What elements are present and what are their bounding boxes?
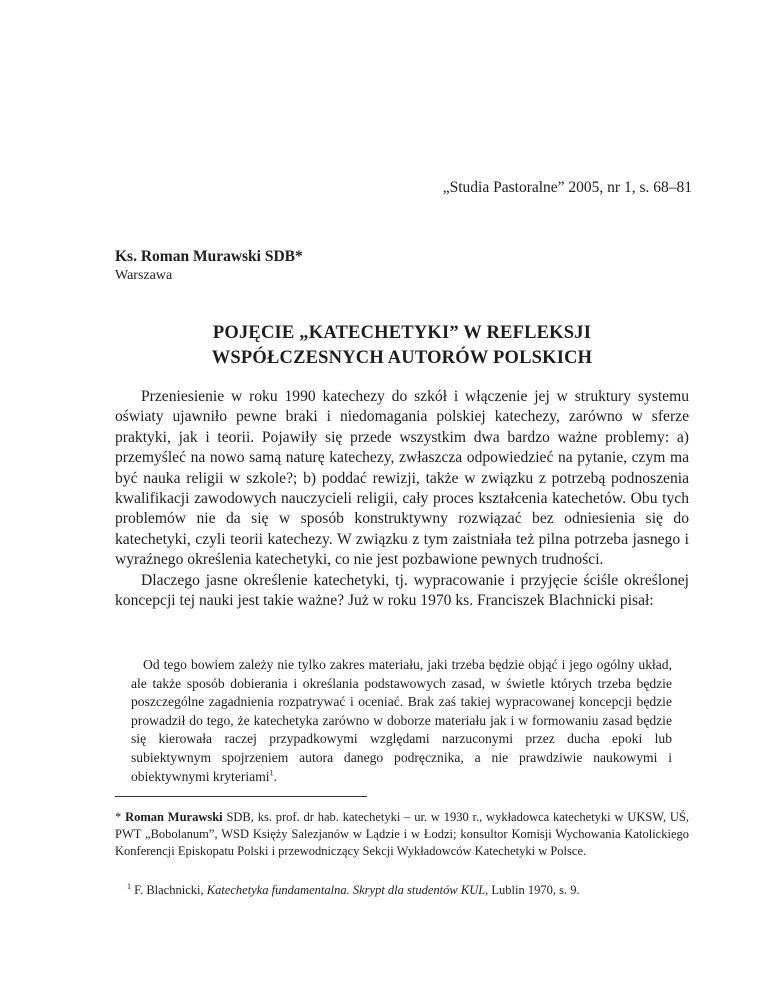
author-block: [115, 247, 303, 285]
article-title: [115, 321, 689, 371]
footnote-reference-1: [115, 882, 689, 899]
article-body: [115, 387, 689, 611]
author-city: Warszawa: [115, 268, 173, 283]
block-quote: [131, 656, 672, 786]
body-paragraph-2: Dlaczego jasne określenie katechetyki, tj. wypracowanie i przyjęcie ściśle określonej koncepcji tej nauki jest takie ważne? Już w roku 1970 ks. Franciszek Blachnicki pisał:: [115, 571, 689, 610]
footnote-ref-rest: Lublin 1970, s. 9.: [488, 883, 580, 897]
quote-end: .: [273, 768, 277, 784]
footnote-ref-author: F. Blachnicki,: [131, 883, 207, 897]
title-line-2: WSPÓŁCZESNYCH AUTORÓW POLSKICH: [211, 348, 593, 368]
footnote-author: [115, 809, 689, 860]
journal-reference: „Studia Pastoralne” 2005, nr 1, s. 68–81: [442, 179, 692, 196]
author-name: Ks. Roman Murawski SDB*: [115, 248, 303, 265]
footnote-ref-marker: 1: [127, 881, 131, 891]
quote-footnote-marker: 1: [269, 768, 274, 778]
footnote-author-name: Roman Murawski: [125, 810, 223, 824]
footnote-author-text: SDB, ks. prof. dr hab. katechetyki – ur. w 1930 r., wykładowca katechetyki w UKSW, UŚ, PWT „Bobolanum”, WSD Księży Salezjanów w Lądzie i w Łodzi; konsultor Komisji Wychowania Katolickiego Konferencji Episkopatu Polski i przewodniczący Sekcji Wykładowców Katechetyki w Polsce.: [115, 810, 689, 858]
footnote-ref-title: Katechetyka fundamentalna. Skrypt dla studentów KUL,: [206, 883, 489, 897]
footnote-author-marker: *: [115, 810, 126, 824]
title-line-1: POJĘCIE „KATECHETYKI” W REFLEKSJI: [212, 323, 592, 343]
footnote-separator: [115, 796, 367, 797]
quote-text: Od tego bowiem zależy nie tylko zakres materiału, jaki trzeba będzie objąć i jego ogólny układ, ale także sposób dobierania i określania podstawowych zasad, w świetle których trzeba będzie poszczególne zagadnienia rozpatrywać i oceniać. Brak zaś takiej wypracowanej koncepcji będzie prowadził do tego, że katechetyka zarówno w doborze materiału jak i w formowaniu zasad będzie się kierowała raczej przypadkowymi względami narzuconymi przez ducha epoki lub subiektywnym spojrzeniem autora danego podręcznika, a nie prawdziwie naukowymi i obiektywnymi kryteriami: [131, 657, 672, 784]
body-paragraph-1: Przeniesienie w roku 1990 katechezy do szkół i włączenie jej w struktury systemu oświaty ujawniło pewne braki i niedomagania polskiej katechezy, zarówno w sferze praktyki, jak i teorii. Pojawiły się przede wszystkim dwa bardzo ważne problemy: a) przemyśleć na nowo samą naturę katechezy, zwłaszcza odpowiedzieć na pytanie, czym ma być nauka religii w szkole?; b) poddać rewizji, także w związku z potrzebą podnoszenia kwalifikacji zawodowych nauczycieli religii, cały proces kształcenia katechetów. Obu tych problemów nie da się w sposób konstruktywny rozwiązać bez odniesienia się do katechetyki, czyli teorii katechezy. W związku z tym zaistniała też pilna potrzeba jasnego i wyraźnego określenia katechetyki, co nie jest pozbawione pewnych trudności.: [115, 388, 689, 569]
